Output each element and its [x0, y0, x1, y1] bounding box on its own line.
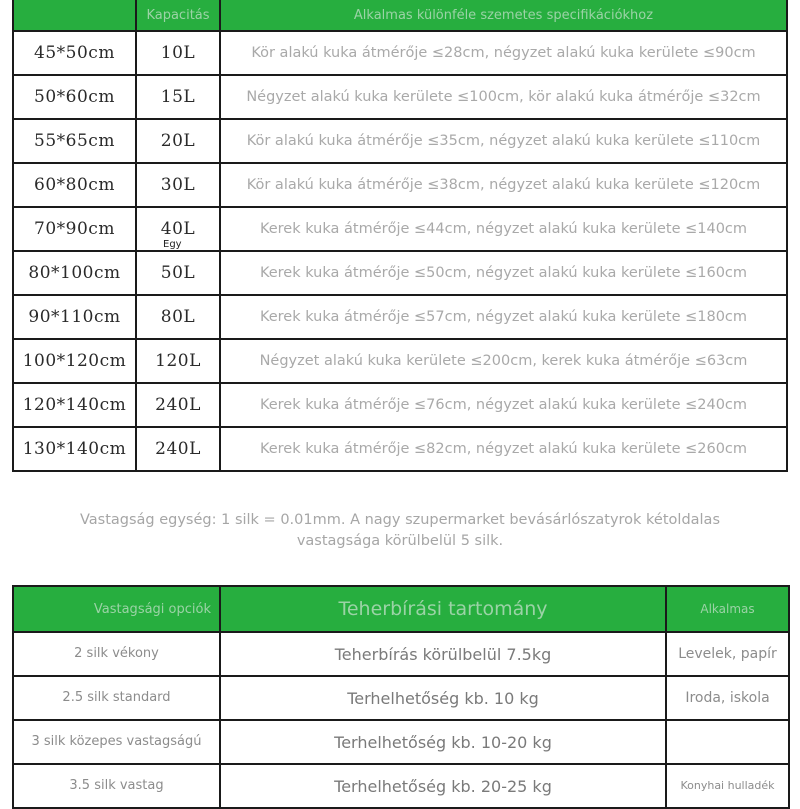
size-cell: 70*90cm: [13, 207, 136, 251]
capacity-cell: [136, 207, 220, 251]
header-thickness-options: Vastagsági opciók: [13, 586, 220, 632]
capacity-cell: 15L: [136, 75, 220, 119]
size-cell: 55*65cm: [13, 119, 136, 163]
capacity-cell: 80L: [136, 295, 220, 339]
spec-cell: Kerek kuka átmérője ≤44cm, négyzet alakú kuka kerülete ≤140cm: [220, 207, 787, 251]
option-cell: 3 silk közepes vastagságú: [13, 720, 220, 764]
capacity-cell: 240L: [136, 427, 220, 471]
spec-cell: Kerek kuka átmérője ≤76cm, négyzet alakú kuka kerülete ≤240cm: [220, 383, 787, 427]
capacity-cell: 10L: [136, 31, 220, 75]
option-cell: 3.5 silk vastag: [13, 764, 220, 808]
suitable-cell: [666, 720, 789, 764]
option-cell: 2 silk vékony: [13, 632, 220, 676]
table-row: [13, 676, 789, 720]
size-cell: 80*100cm: [13, 251, 136, 295]
table-header-row: [13, 0, 787, 31]
table-row: [13, 207, 787, 251]
table-row: [13, 427, 787, 471]
spec-cell: Kerek kuka átmérője ≤57cm, négyzet alakú kuka kerülete ≤180cm: [220, 295, 787, 339]
size-cell: 90*110cm: [13, 295, 136, 339]
table-row: [13, 119, 787, 163]
header-size: [13, 0, 136, 31]
table-row: [13, 31, 787, 75]
table-row: [13, 75, 787, 119]
header-capacity: Kapacitás: [136, 0, 220, 31]
table-row: [13, 251, 787, 295]
table-row: [13, 720, 789, 764]
spec-cell: Kör alakú kuka átmérője ≤35cm, négyzet alakú kuka kerülete ≤110cm: [220, 119, 787, 163]
size-cell: 60*80cm: [13, 163, 136, 207]
table-row: [13, 632, 789, 676]
bag-size-table: [12, 0, 788, 472]
capacity-cell: 30L: [136, 163, 220, 207]
load-cell: Terhelhetőség kb. 20-25 kg: [220, 764, 666, 808]
load-cell: Teherbírás körülbelül 7.5kg: [220, 632, 666, 676]
spec-cell: Kerek kuka átmérője ≤82cm, négyzet alakú kuka kerülete ≤260cm: [220, 427, 787, 471]
size-cell: 50*60cm: [13, 75, 136, 119]
header-spec: Alkalmas különféle szemetes specifikációkhoz: [220, 0, 787, 31]
spec-cell: Kör alakú kuka átmérője ≤38cm, négyzet alakú kuka kerülete ≤120cm: [220, 163, 787, 207]
thickness-table: [12, 585, 790, 809]
table-row: [13, 163, 787, 207]
capacity-cell: 20L: [136, 119, 220, 163]
stray-label: Egy: [163, 239, 182, 250]
capacity-cell: 120L: [136, 339, 220, 383]
header-suitable: Alkalmas: [666, 586, 789, 632]
size-cell: 45*50cm: [13, 31, 136, 75]
option-cell: 2.5 silk standard: [13, 676, 220, 720]
table-row: [13, 764, 789, 808]
spec-cell: Négyzet alakú kuka kerülete ≤200cm, kerek kuka átmérője ≤63cm: [220, 339, 787, 383]
size-cell: 100*120cm: [13, 339, 136, 383]
table-header-row: [13, 586, 789, 632]
suitable-cell: Konyhai hulladék: [666, 764, 789, 808]
capacity-cell: 240L: [136, 383, 220, 427]
capacity-value: 40L: [160, 219, 196, 239]
suitable-cell: Levelek, papír: [666, 632, 789, 676]
size-cell: 120*140cm: [13, 383, 136, 427]
size-cell: 130*140cm: [13, 427, 136, 471]
capacity-cell: 50L: [136, 251, 220, 295]
spec-cell: Kör alakú kuka átmérője ≤28cm, négyzet alakú kuka kerülete ≤90cm: [220, 31, 787, 75]
load-cell: Terhelhetőség kb. 10 kg: [220, 676, 666, 720]
table-row: [13, 383, 787, 427]
spec-cell: Kerek kuka átmérője ≤50cm, négyzet alakú kuka kerülete ≤160cm: [220, 251, 787, 295]
header-load-range: Teherbírási tartomány: [220, 586, 666, 632]
thickness-note: Vastagság egység: 1 silk = 0.01mm. A nagy szupermarket bevásárlószatyrok kétoldalas vastagsága körülbelül 5 silk.: [79, 512, 721, 549]
table-row: [13, 339, 787, 383]
load-cell: Terhelhetőség kb. 10-20 kg: [220, 720, 666, 764]
spec-cell: Négyzet alakú kuka kerülete ≤100cm, kör alakú kuka átmérője ≤32cm: [220, 75, 787, 119]
suitable-cell: Iroda, iskola: [666, 676, 789, 720]
table-row: [13, 295, 787, 339]
